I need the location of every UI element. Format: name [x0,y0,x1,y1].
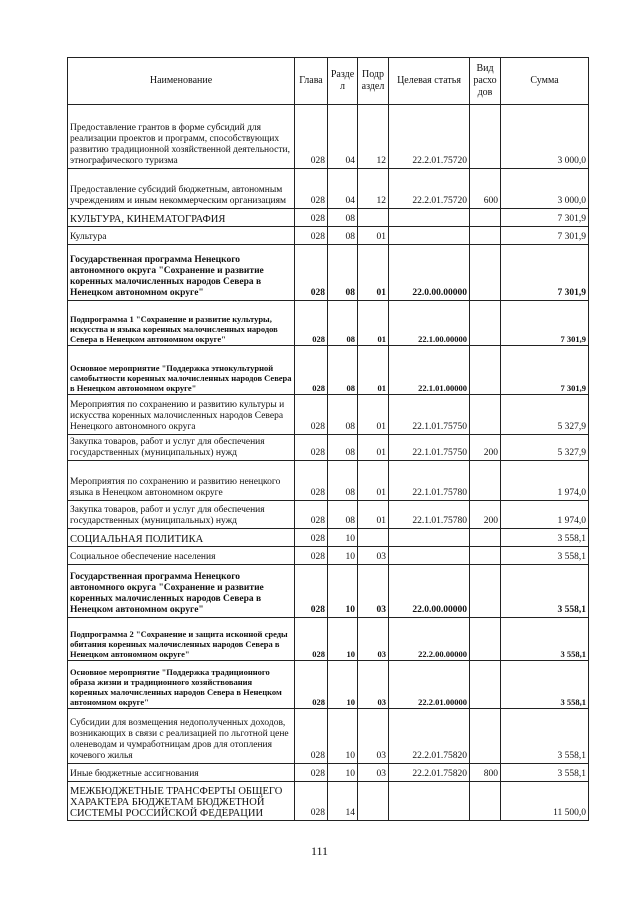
row-vid: 600 [470,169,501,209]
row-target [389,209,470,227]
row-razdel: 08 [328,461,358,501]
row-name: КУЛЬТУРА, КИНЕМАТОГРАФИЯ [68,209,295,227]
row-name: Закупка товаров, работ и услуг для обеспечения государственных (муниципальных) нужд [68,501,295,529]
row-vid [470,395,501,435]
row-name: МЕЖБЮДЖЕТНЫЕ ТРАНСФЕРТЫ ОБЩЕГО ХАРАКТЕРА БЮДЖЕТАМ БЮДЖЕТНОЙ СИСТЕМЫ РОССИЙСКОЙ ФЕДЕРАЦИИ [68,782,295,821]
row-vid [470,301,501,346]
row-podrazdel: 03 [358,547,389,565]
row-razdel: 04 [328,105,358,169]
row-name: Предоставление грантов в форме субсидий для реализации проектов и программ, способствующих развитию традиционной хозяйственной деятельности, этнографического туризма [68,105,295,169]
row-podrazdel: 01 [358,461,389,501]
row-target: 22.2.01.75820 [389,764,470,782]
row-razdel: 08 [328,209,358,227]
row-glava: 028 [295,782,328,821]
row-target [389,529,470,547]
row-target: 22.2.01.00000 [389,661,470,709]
table-row [68,782,589,821]
row-name: Закупка товаров, работ и услуг для обеспечения государственных (муниципальных) нужд [68,435,295,461]
row-razdel: 10 [328,661,358,709]
table-row [68,227,589,245]
row-podrazdel: 12 [358,169,389,209]
table-row [68,501,589,529]
row-name: Государственная программа Ненецкого автономного округа "Сохранение и развитие коренных малочисленных народов Севера в Ненецком автономном округе" [68,245,295,301]
row-glava: 028 [295,346,328,395]
row-glava: 028 [295,435,328,461]
row-podrazdel: 03 [358,709,389,764]
row-sum: 3 558,1 [501,547,589,565]
row-target: 22.2.01.75820 [389,709,470,764]
row-vid [470,227,501,245]
table-row [68,565,589,618]
row-razdel: 08 [328,227,358,245]
row-target: 22.1.01.00000 [389,346,470,395]
row-sum: 5 327,9 [501,395,589,435]
row-razdel: 08 [328,346,358,395]
header-vid: Вид расхо дов [470,58,501,105]
row-sum: 5 327,9 [501,435,589,461]
row-glava: 028 [295,227,328,245]
row-target: 22.2.01.75720 [389,169,470,209]
row-podrazdel: 01 [358,435,389,461]
table-row [68,209,589,227]
row-razdel: 10 [328,764,358,782]
budget-table [67,57,589,821]
row-podrazdel: 01 [358,346,389,395]
row-name: Подпрограмма 1 "Сохранение и развитие культуры, искусства и языка коренных малочисленных народов Севера в Ненецком автономном округе" [68,301,295,346]
row-podrazdel: 03 [358,764,389,782]
row-target [389,227,470,245]
row-target: 22.1.01.75750 [389,395,470,435]
table-row [68,169,589,209]
row-podrazdel: 01 [358,301,389,346]
row-vid [470,529,501,547]
row-glava: 028 [295,565,328,618]
row-sum: 7 301,9 [501,209,589,227]
row-sum: 7 301,9 [501,301,589,346]
row-vid: 200 [470,435,501,461]
row-target [389,782,470,821]
row-glava: 028 [295,618,328,661]
row-glava: 028 [295,547,328,565]
header-sum: Сумма [501,58,589,105]
row-name: СОЦИАЛЬНАЯ ПОЛИТИКА [68,529,295,547]
row-razdel: 10 [328,565,358,618]
header-razdel: Разде л [328,58,358,105]
row-target: 22.0.00.00000 [389,245,470,301]
row-target: 22.2.01.75720 [389,105,470,169]
row-name: Субсидии для возмещения недополученных доходов, возникающих в связи с реализацией по льготной цене оленеводам и чумработницам дров для отопления кочевого жилья [68,709,295,764]
row-glava: 028 [295,169,328,209]
row-razdel: 14 [328,782,358,821]
row-vid: 200 [470,501,501,529]
row-razdel: 08 [328,301,358,346]
page-number: 111 [310,844,329,858]
row-vid [470,105,501,169]
row-target: 22.0.00.00000 [389,565,470,618]
row-sum: 3 000,0 [501,105,589,169]
row-target: 22.2.00.00000 [389,618,470,661]
row-glava: 028 [295,395,328,435]
row-podrazdel [358,529,389,547]
row-podrazdel: 01 [358,227,389,245]
table-row [68,764,589,782]
row-sum: 1 974,0 [501,501,589,529]
row-sum: 3 558,1 [501,529,589,547]
row-name: Мероприятия по сохранению и развитию культуры и искусства коренных малочисленных народов Севера Ненецкого автономного округа [68,395,295,435]
row-sum: 3 558,1 [501,661,589,709]
row-podrazdel: 01 [358,395,389,435]
row-glava: 028 [295,764,328,782]
row-podrazdel: 03 [358,661,389,709]
row-vid [470,245,501,301]
row-glava: 028 [295,709,328,764]
row-sum: 7 301,9 [501,227,589,245]
row-target: 22.1.00.00000 [389,301,470,346]
row-target: 22.1.01.75780 [389,461,470,501]
row-podrazdel: 03 [358,565,389,618]
row-sum: 3 558,1 [501,764,589,782]
row-vid [470,661,501,709]
row-vid [470,709,501,764]
row-glava: 028 [295,501,328,529]
table-row [68,435,589,461]
row-glava: 028 [295,245,328,301]
row-name: Социальное обеспечение населения [68,547,295,565]
row-glava: 028 [295,105,328,169]
table-row [68,105,589,169]
table-header-row [68,58,589,105]
row-razdel: 10 [328,547,358,565]
table-row [68,709,589,764]
row-podrazdel: 12 [358,105,389,169]
row-vid [470,346,501,395]
header-name: Наименование [68,58,295,105]
table-row [68,346,589,395]
row-razdel: 08 [328,395,358,435]
row-podrazdel [358,782,389,821]
row-podrazdel: 01 [358,245,389,301]
row-podrazdel [358,209,389,227]
row-name: Основное мероприятие "Поддержка традиционного образа жизни и традиционного хозяйствования коренных малочисленных народов Севера в Ненецком автономном округе" [68,661,295,709]
row-razdel: 08 [328,435,358,461]
row-name: Подпрограмма 2 "Сохранение и защита исконной среды обитания коренных малочисленных народов Севера в Ненецком автономном округе" [68,618,295,661]
row-target: 22.1.01.75780 [389,501,470,529]
row-sum: 7 301,9 [501,245,589,301]
row-sum: 3 000,0 [501,169,589,209]
row-razdel: 08 [328,501,358,529]
row-razdel: 10 [328,529,358,547]
row-sum: 11 500,0 [501,782,589,821]
row-sum: 3 558,1 [501,618,589,661]
row-podrazdel: 01 [358,501,389,529]
table-row [68,661,589,709]
table-row [68,618,589,661]
row-razdel: 10 [328,709,358,764]
table-row [68,301,589,346]
row-glava: 028 [295,461,328,501]
row-vid: 800 [470,764,501,782]
table-row [68,461,589,501]
row-vid [470,565,501,618]
row-sum: 7 301,9 [501,346,589,395]
row-glava: 028 [295,529,328,547]
row-target [389,547,470,565]
row-sum: 3 558,1 [501,565,589,618]
row-vid [470,618,501,661]
header-glava: Глава [295,58,328,105]
row-sum: 1 974,0 [501,461,589,501]
row-vid [470,782,501,821]
row-name: Иные бюджетные ассигнования [68,764,295,782]
row-name: Государственная программа Ненецкого автономного округа "Сохранение и развитие коренных малочисленных народов Севера в Ненецком автономном округе" [68,565,295,618]
row-name: Мероприятия по сохранению и развитию ненецкого языка в Ненецком автономном округе [68,461,295,501]
row-glava: 028 [295,301,328,346]
row-podrazdel: 03 [358,618,389,661]
row-glava: 028 [295,209,328,227]
table-row [68,395,589,435]
row-razdel: 10 [328,618,358,661]
row-vid [470,209,501,227]
row-vid [470,547,501,565]
row-name: Культура [68,227,295,245]
table-row [68,529,589,547]
row-vid [470,461,501,501]
header-podrazdel: Подр аздел [358,58,389,105]
table-row [68,547,589,565]
row-target: 22.1.01.75750 [389,435,470,461]
row-razdel: 04 [328,169,358,209]
row-name: Основное мероприятие "Поддержка этнокультурной самобытности коренных малочисленных народов Севера в Ненецком автономном округе" [68,346,295,395]
row-razdel: 08 [328,245,358,301]
header-target: Целевая статья [389,58,470,105]
row-name: Предоставление субсидий бюджетным, автономным учреждениям и иным некоммерческим организациям [68,169,295,209]
table-row [68,245,589,301]
row-glava: 028 [295,661,328,709]
row-sum: 3 558,1 [501,709,589,764]
